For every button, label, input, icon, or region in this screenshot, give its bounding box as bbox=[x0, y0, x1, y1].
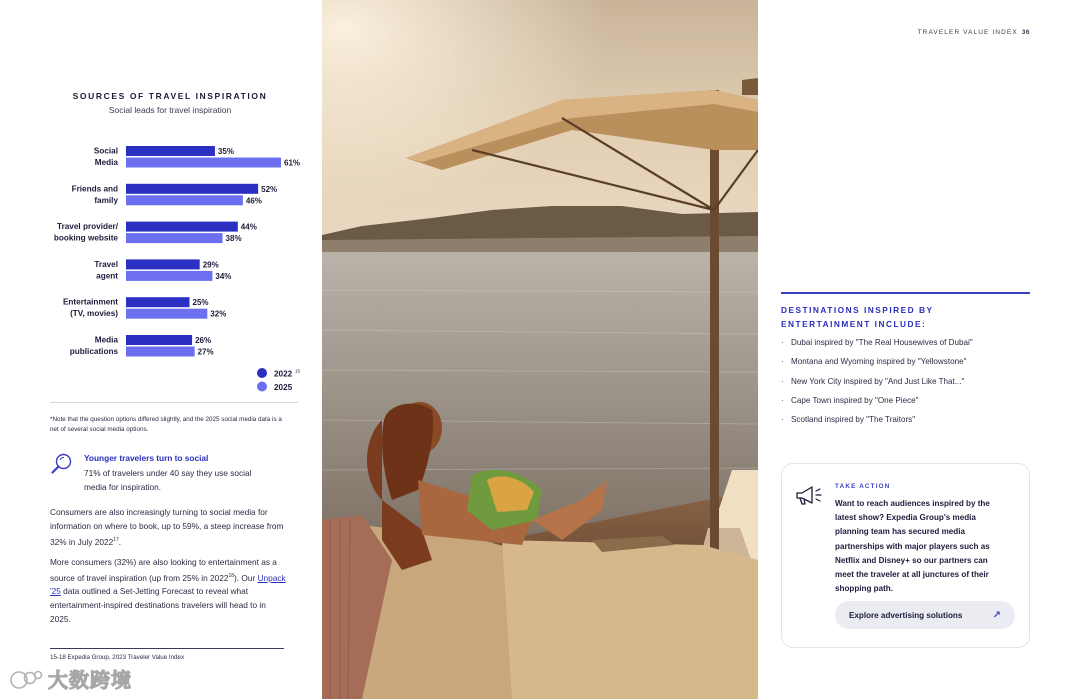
bar-2022 bbox=[126, 184, 258, 194]
destination-text: Montana and Wyoming inspired by "Yellowstone" bbox=[791, 357, 967, 367]
callout-text: 71% of travelers under 40 say they use social media for inspiration. bbox=[84, 468, 252, 492]
woman-under-umbrella-image bbox=[322, 0, 758, 699]
category-label: Entertainment bbox=[62, 297, 118, 307]
footnote: 15-18 Expedia Group, 2023 Traveler Value Index bbox=[50, 654, 185, 661]
category-label: Travel bbox=[94, 259, 118, 269]
chart-divider bbox=[50, 402, 298, 403]
watermark-logo-icon bbox=[8, 666, 44, 692]
bar-2022 bbox=[126, 222, 238, 232]
take-action-tag: TAKE ACTION bbox=[835, 483, 891, 490]
destinations-list bbox=[781, 338, 973, 434]
data-label: 38% bbox=[225, 234, 242, 244]
page-number: 36 bbox=[1021, 29, 1030, 36]
category-label: Media bbox=[94, 335, 118, 345]
body-p2-b: ). Our bbox=[234, 572, 258, 583]
body-p2-sup: 18 bbox=[228, 572, 235, 579]
bullet-icon: · bbox=[781, 376, 784, 386]
data-label: 52% bbox=[261, 184, 278, 194]
bar-2025 bbox=[126, 309, 207, 319]
bar-2025 bbox=[126, 233, 223, 243]
destination-item bbox=[781, 396, 973, 415]
data-label: 44% bbox=[240, 222, 257, 232]
explore-advertising-button[interactable] bbox=[835, 601, 1015, 629]
bar-2025 bbox=[126, 271, 212, 281]
watermark bbox=[8, 664, 132, 693]
footnote-rule bbox=[50, 648, 284, 649]
destination-text: Scotland inspired by "The Traitors" bbox=[791, 415, 916, 425]
bar-2022 bbox=[126, 297, 190, 307]
data-label: 29% bbox=[202, 260, 219, 270]
category-label: publications bbox=[69, 347, 118, 356]
body-p1-sup: 17 bbox=[113, 536, 119, 543]
category-label: (TV, movies) bbox=[70, 309, 118, 319]
destinations-title: DESTINATIONS INSPIRED BY ENTERTAINMENT INCLUDE: bbox=[781, 305, 934, 329]
chart-title: SOURCES OF TRAVEL INSPIRATION bbox=[72, 91, 268, 101]
legend-swatch-2025 bbox=[257, 382, 267, 392]
bar-2022 bbox=[126, 259, 200, 269]
category-label: booking website bbox=[53, 233, 118, 243]
body-p2-c: data outlined a Set-Jetting Forecast to reveal what entertainment-inspired destinations travelers will head to in 2025. bbox=[50, 586, 266, 624]
data-label: 61% bbox=[284, 158, 301, 168]
data-label: 46% bbox=[245, 196, 262, 206]
data-label: 27% bbox=[197, 347, 214, 357]
running-header bbox=[918, 29, 1030, 36]
category-label: family bbox=[94, 195, 118, 205]
destinations-rule bbox=[781, 292, 1030, 294]
take-action-text: Want to reach audiences inspired by the latest show? Expedia Group's media planning team has secured media partnerships with major players such as Netflix and Disney+ so our partners can meet the traveler at all junctures of their shopping path. bbox=[835, 499, 990, 594]
data-label: 34% bbox=[215, 271, 232, 281]
bar-2025 bbox=[126, 195, 243, 205]
running-title: TRAVELER VALUE INDEX bbox=[917, 29, 1018, 36]
bar-2022 bbox=[126, 146, 215, 156]
destination-text: New York City inspired by "And Just Like That..." bbox=[791, 376, 965, 386]
left-column bbox=[0, 0, 322, 699]
magnifier-icon bbox=[50, 452, 74, 476]
legend-label: 2025 bbox=[274, 382, 293, 392]
legend-label: 2022 bbox=[274, 369, 293, 379]
bar-2025 bbox=[126, 347, 195, 357]
data-label: 26% bbox=[195, 336, 212, 345]
chart-note: *Note that the question options differed slightly, and the 2025 social media data is a net of several social media options. bbox=[50, 416, 282, 433]
legend-swatch-2022 bbox=[257, 368, 267, 378]
destination-text: Cape Town inspired by "One Piece" bbox=[791, 395, 919, 405]
arrow-up-right-icon: ↗ bbox=[992, 609, 1001, 621]
body-p2-a: More consumers (32%) are also looking to entertainment as a source of travel inspiration (up from 25% in 2022 bbox=[50, 557, 277, 583]
chart-subtitle: Social leads for travel inspiration bbox=[108, 105, 232, 115]
megaphone-icon bbox=[794, 484, 824, 508]
take-action-card bbox=[781, 463, 1030, 648]
category-label: Friends and bbox=[71, 184, 118, 194]
body-p1-text: Consumers are also increasingly turning to social media for information on where to book, up to 59%, a steep increase from 32% in July 2022 bbox=[50, 507, 284, 547]
destination-item bbox=[781, 357, 973, 376]
travel-inspiration-bar-chart bbox=[40, 138, 322, 398]
data-label: 35% bbox=[217, 147, 234, 156]
beach-photo bbox=[322, 0, 758, 699]
explore-advertising-label: Explore advertising solutions bbox=[849, 610, 963, 620]
category-label: Travel provider/ bbox=[57, 222, 118, 232]
bullet-icon: · bbox=[781, 395, 784, 405]
destination-text: Dubai inspired by "The Real Housewives of Dubai" bbox=[791, 338, 973, 347]
legend-footnote-mark: 15 bbox=[295, 368, 301, 374]
right-column bbox=[758, 0, 1080, 699]
destination-item bbox=[781, 338, 973, 357]
bullet-icon: · bbox=[781, 415, 784, 425]
category-label: Social bbox=[93, 146, 118, 156]
unpack-25-link[interactable]: Unpack '25 bbox=[50, 572, 286, 597]
destination-item bbox=[781, 415, 973, 434]
body-paragraph-2 bbox=[50, 556, 288, 627]
destination-item bbox=[781, 377, 973, 396]
data-label: 25% bbox=[192, 298, 209, 308]
category-label: Media bbox=[94, 158, 118, 167]
category-label: agent bbox=[96, 271, 118, 281]
bullet-icon: · bbox=[781, 338, 784, 347]
callout-title: Younger travelers turn to social bbox=[84, 453, 209, 463]
watermark-text: 大数跨境 bbox=[48, 668, 132, 692]
data-label: 32% bbox=[210, 309, 227, 319]
bar-2022 bbox=[126, 335, 192, 345]
bar-2025 bbox=[126, 158, 281, 168]
body-p1-end: . bbox=[118, 536, 122, 547]
bullet-icon: · bbox=[781, 357, 784, 367]
body-paragraph-1 bbox=[50, 506, 288, 549]
